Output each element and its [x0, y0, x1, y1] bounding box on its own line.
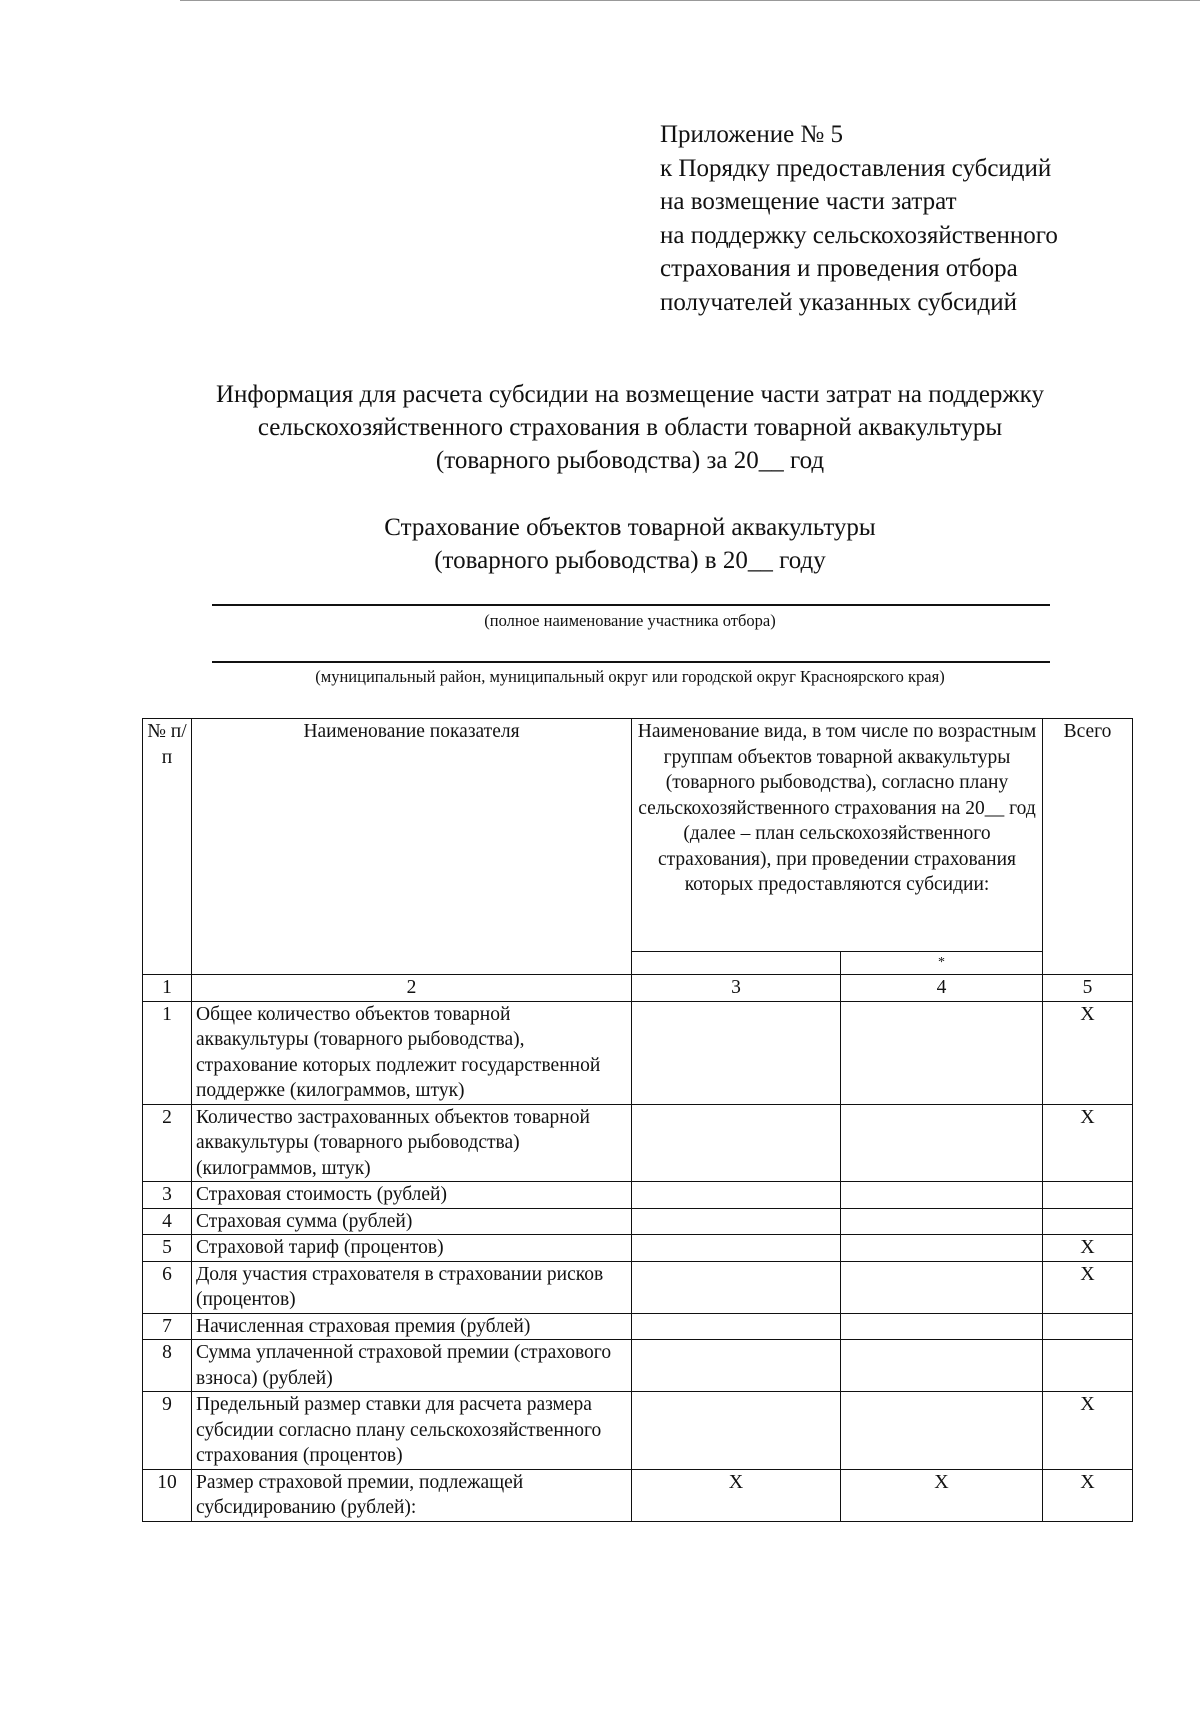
- row-number: 8: [143, 1340, 192, 1392]
- row-indicator: Сумма уплаченной страховой премии (страхового взноса) (рублей): [192, 1340, 632, 1392]
- column-number: 2: [192, 975, 632, 1002]
- row-value-col3: X: [632, 1469, 841, 1521]
- row-value-col4: X: [841, 1469, 1043, 1521]
- table-row: [143, 1340, 1133, 1392]
- column-number: 4: [841, 975, 1043, 1002]
- row-value-col4[interactable]: [841, 1104, 1043, 1182]
- row-number: 2: [143, 1104, 192, 1182]
- appendix-line: получателей указанных субсидий: [660, 288, 1018, 316]
- document-title: [100, 378, 1160, 477]
- header-name: Наименование показателя: [192, 719, 632, 975]
- row-number: 6: [143, 1261, 192, 1313]
- participant-caption: (полное наименование участника отбора): [484, 611, 776, 630]
- appendix-line: на поддержку сельскохозяйственного: [660, 221, 1058, 249]
- row-indicator: Количество застрахованных объектов товарной аквакультуры (товарного рыбоводства) (килограммов, штук): [192, 1104, 632, 1182]
- row-total: X: [1043, 1001, 1133, 1104]
- header-kind: Наименование вида, в том числе по возрастным группам объектов товарной аквакультуры (товарного рыбоводства), согласно плану сельскохозяйственного страхования на 20__ год (далее – план сельскохозяйственного страхования), при проведении страхования которых предоставляются субсидии:: [632, 719, 1043, 952]
- row-indicator: Начисленная страховая премия (рублей): [192, 1313, 632, 1340]
- row-value-col3[interactable]: [632, 1261, 841, 1313]
- appendix-line: на возмещение части затрат: [660, 188, 957, 215]
- row-number: 3: [143, 1182, 192, 1209]
- subtitle-line: (товарного рыбоводства) в 20__ году: [434, 547, 826, 574]
- table-row: [143, 1104, 1133, 1182]
- row-total: X: [1043, 1235, 1133, 1262]
- row-indicator: Общее количество объектов товарной аквакультуры (товарного рыбоводства), страхование которых подлежит государственной поддержке (килограммов, штук): [192, 1001, 632, 1104]
- row-value-col4[interactable]: [841, 1182, 1043, 1209]
- table-row: [143, 1001, 1133, 1104]
- table-row: [143, 1182, 1133, 1209]
- scan-edge-line: [180, 0, 1200, 1]
- table-header-row: [143, 719, 1133, 952]
- title-line: (товарного рыбоводства) за 20__ год: [435, 447, 825, 474]
- table-row: [143, 1235, 1133, 1262]
- subheader-col3: [632, 952, 841, 975]
- column-number: 5: [1043, 975, 1133, 1002]
- row-total: X: [1043, 1104, 1133, 1182]
- row-total[interactable]: [1043, 1182, 1133, 1209]
- row-number: 9: [143, 1392, 192, 1470]
- row-indicator: Доля участия страхователя в страховании рисков (процентов): [192, 1261, 632, 1313]
- row-value-col3[interactable]: [632, 1001, 841, 1104]
- subsidy-table: [142, 718, 1133, 1522]
- row-value-col3[interactable]: [632, 1392, 841, 1470]
- row-indicator: Страховая стоимость (рублей): [192, 1182, 632, 1209]
- participant-name-line: [212, 604, 1050, 606]
- row-indicator: Страховой тариф (процентов): [192, 1235, 632, 1262]
- title-line: сельскохозяйственного страхования в области товарной аквакультуры: [257, 414, 1003, 441]
- table-row: [143, 1313, 1133, 1340]
- appendix-line: Приложение № 5: [660, 121, 844, 148]
- header-num: № п/п: [143, 719, 192, 975]
- column-number-row: [143, 975, 1133, 1002]
- row-value-col4[interactable]: [841, 1208, 1043, 1235]
- row-value-col4[interactable]: [841, 1001, 1043, 1104]
- appendix-line: к Порядку предоставления субсидий: [660, 154, 1052, 182]
- row-total[interactable]: [1043, 1340, 1133, 1392]
- row-indicator: Размер страховой премии, подлежащей субсидированию (рублей):: [192, 1469, 632, 1521]
- document-subtitle: [100, 511, 1160, 577]
- column-number: 3: [632, 975, 841, 1002]
- row-indicator: Предельный размер ставки для расчета размера субсидии согласно плану сельскохозяйственного страхования (процентов): [192, 1392, 632, 1470]
- row-value-col3[interactable]: [632, 1235, 841, 1262]
- row-value-col4[interactable]: [841, 1261, 1043, 1313]
- row-value-col4[interactable]: [841, 1313, 1043, 1340]
- row-value-col3[interactable]: [632, 1182, 841, 1209]
- district-line: [212, 661, 1050, 663]
- row-value-col3[interactable]: [632, 1340, 841, 1392]
- row-value-col3[interactable]: [632, 1104, 841, 1182]
- table-row: [143, 1469, 1133, 1521]
- appendix-line: страхования и проведения отбора: [660, 255, 1018, 282]
- header-total: Всего: [1043, 719, 1133, 975]
- row-total[interactable]: [1043, 1313, 1133, 1340]
- row-value-col4[interactable]: [841, 1340, 1043, 1392]
- row-number: 4: [143, 1208, 192, 1235]
- row-total: X: [1043, 1261, 1133, 1313]
- row-value-col4[interactable]: [841, 1235, 1043, 1262]
- subheader-col4: *: [841, 952, 1043, 975]
- table-row: [143, 1392, 1133, 1470]
- row-number: 10: [143, 1469, 192, 1521]
- row-number: 7: [143, 1313, 192, 1340]
- row-total[interactable]: [1043, 1208, 1133, 1235]
- row-number: 5: [143, 1235, 192, 1262]
- table-row: [143, 1208, 1133, 1235]
- appendix-note: [660, 118, 1058, 319]
- district-caption: (муниципальный район, муниципальный округ или городской округ Красноярского края): [315, 667, 945, 686]
- row-value-col3[interactable]: [632, 1208, 841, 1235]
- row-indicator: Страховая сумма (рублей): [192, 1208, 632, 1235]
- row-number: 1: [143, 1001, 192, 1104]
- row-total: X: [1043, 1392, 1133, 1470]
- title-line: Информация для расчета субсидии на возмещение части затрат на поддержку: [216, 381, 1044, 408]
- table-row: [143, 1261, 1133, 1313]
- row-value-col3[interactable]: [632, 1313, 841, 1340]
- row-value-col4[interactable]: [841, 1392, 1043, 1470]
- subtitle-line: Страхование объектов товарной аквакультуры: [384, 514, 876, 541]
- row-total: X: [1043, 1469, 1133, 1521]
- column-number: 1: [143, 975, 192, 1002]
